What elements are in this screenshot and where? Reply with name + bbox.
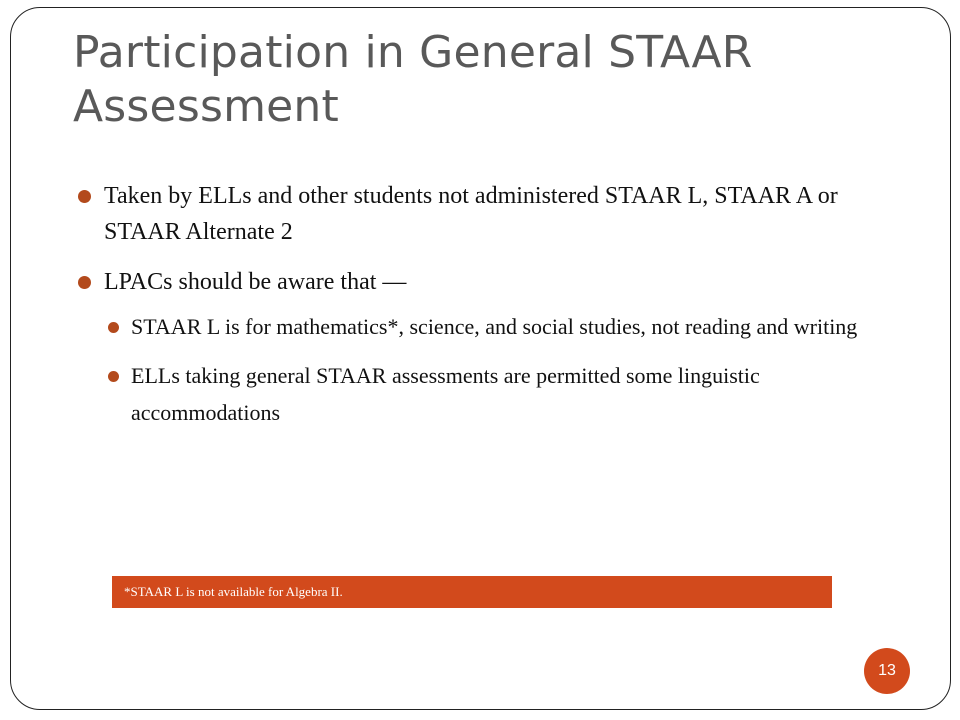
bullet-dot-icon xyxy=(78,190,91,203)
bullet-item xyxy=(78,178,878,250)
sub-bullet-item xyxy=(78,357,878,431)
slide-title: Participation in General STAAR Assessment xyxy=(73,27,753,132)
sub-bullet-text: STAAR L is for mathematics*, science, and social studies, not reading and writing xyxy=(131,314,858,339)
bullet-dot-icon xyxy=(108,371,119,382)
sub-bullet-item xyxy=(78,308,878,345)
sub-bullet-text: ELLs taking general STAAR assessments are permitted some linguistic accommodations xyxy=(131,363,760,425)
bullet-text: LPACs should be aware that — xyxy=(104,269,407,295)
slide-content xyxy=(78,178,878,431)
bullet-dot-icon xyxy=(108,322,119,333)
bullet-text: Taken by ELLs and other students not administered STAAR L, STAAR A or STAAR Alternate 2 xyxy=(104,183,838,245)
footnote-banner: *STAAR L is not available for Algebra II. xyxy=(112,576,832,608)
bullet-dot-icon xyxy=(78,276,91,289)
bullet-item xyxy=(78,264,878,300)
page-number-badge: 13 xyxy=(864,648,910,694)
